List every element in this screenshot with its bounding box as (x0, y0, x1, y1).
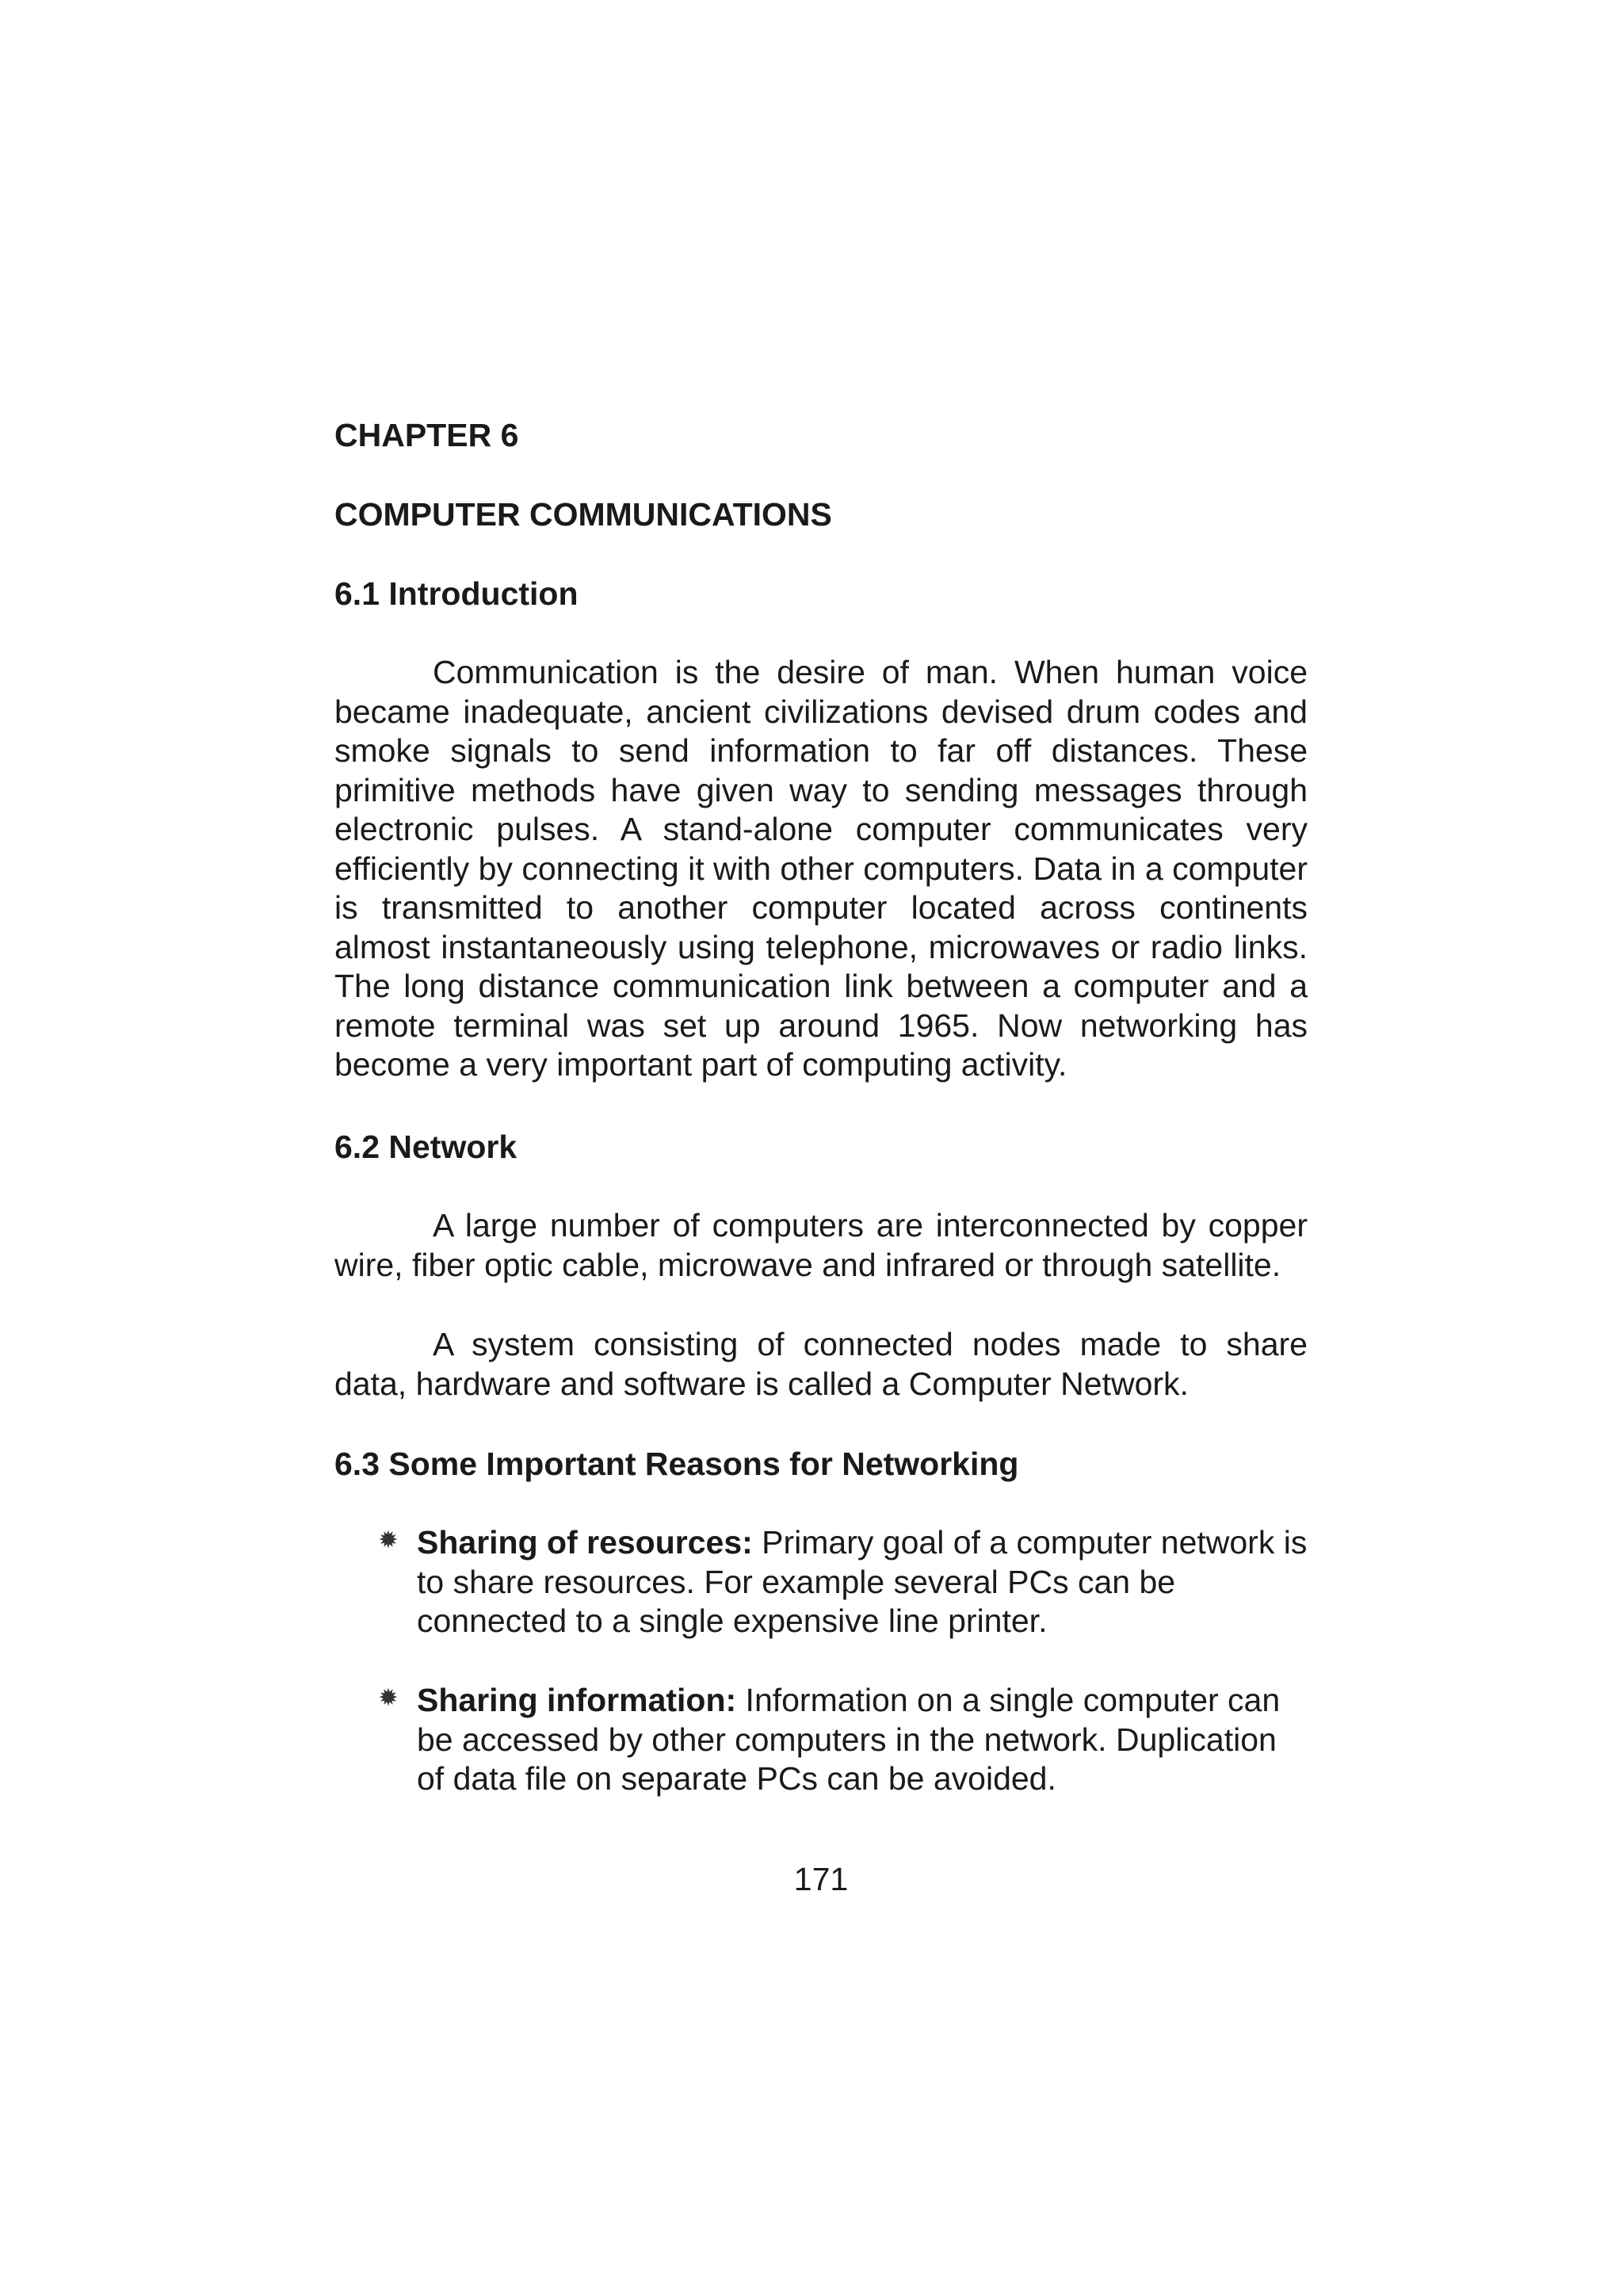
asterisk-bullet-icon: ✹ (378, 1527, 399, 1553)
network-paragraph-2: A system consisting of connected nodes made to share data, hardware and software is called a Computer Network. (334, 1326, 1308, 1402)
network-paragraph-1: A large number of computers are interconnected by copper wire, fiber optic cable, microwave and infrared or through satellite. (334, 1207, 1308, 1283)
section-heading-introduction: 6.1 Introduction (334, 575, 579, 612)
section-heading-reasons: 6.3 Some Important Reasons for Networking (334, 1446, 1019, 1482)
page-number: 171 (793, 1861, 849, 1897)
list-item-body: Primary goal of a computer network is to share resources. For example several PCs can be connected to a single expensive line printer. (417, 1524, 1308, 1639)
section-heading-network: 6.2 Network (334, 1129, 517, 1165)
list-item-body: Information on a single computer can be accessed by other computers in the network. Duplication of data file on separate PCs can be avoided. (417, 1682, 1281, 1797)
list-item-text (417, 1523, 1308, 1641)
chapter-label: CHAPTER 6 (334, 417, 519, 453)
list-item-text (417, 1681, 1308, 1799)
introduction-paragraph: Communication is the desire of man. When human voice became inadequate, ancient civilizations devised drum codes and smoke signals to send information to far off distances. These primitive methods have given way to sending messages through electronic pulses. A stand-alone computer communicates very efficiently by connecting it with other computers. Data in a computer is transmitted to another computer located across continents almost instantaneously using telephone, microwaves or radio links. The long distance communication link between a computer and a remote terminal was set up around 1965. Now networking has become a very important part of computing activity. (334, 654, 1308, 1083)
asterisk-bullet-icon: ✹ (378, 1685, 399, 1711)
chapter-title: COMPUTER COMMUNICATIONS (334, 496, 832, 533)
list-item (376, 1523, 1308, 1641)
list-item-title: Sharing information: (417, 1682, 737, 1718)
list-item-title: Sharing of resources: (417, 1524, 753, 1561)
list-item (376, 1681, 1308, 1799)
